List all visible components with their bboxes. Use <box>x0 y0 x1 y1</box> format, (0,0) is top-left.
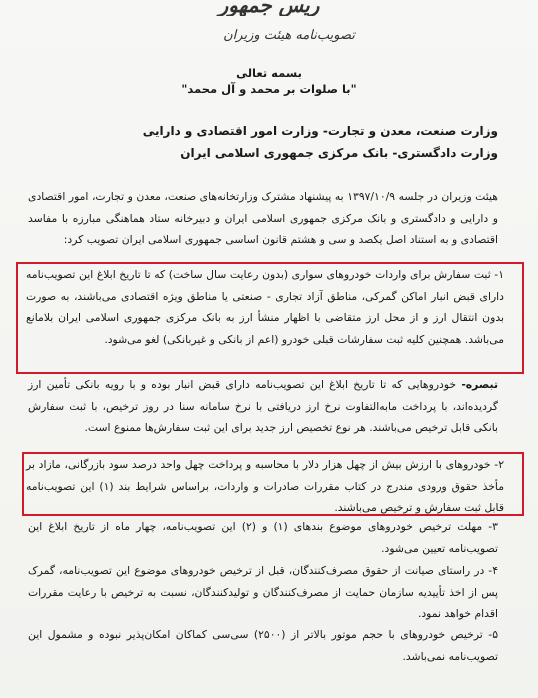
clause-4: ۴- در راستای صیانت از حقوق مصرف‌کنندگان، قبل از ترخیص خودروهای موضوع این تصویب‌نامه، گمرک پس از اخذ تأییدیه سازمان حمایت از مصرف‌کنندگان و تولیدکنندگان، نسبت به ترخیص با رعایت مقررات اقدام خواهد نمود. <box>28 564 498 620</box>
note-label: تبصره- <box>461 378 498 391</box>
clause-5: ۵- ترخیص خودروهای با حجم موتور بالاتر از (۲۵۰۰) سی‌سی کماکان امکان‌پذیر نبوده و مشمول این تصویب‌نامه نمی‌باشد. <box>28 628 498 663</box>
clause-3: ۳- مهلت ترخیص خودروهای موضوع بندهای (۱) و (۲) این تصویب‌نامه، چهار ماه از تاریخ ابلاغ این تصویب‌نامه تعیین می‌شود. <box>28 520 498 555</box>
intro-paragraph: هیئت وزیران در جلسه ۱۳۹۷/۱۰/۹ به پیشنهاد مشترک وزارتخانه‌های صنعت، معدن و تجارت، امور اقتصادی و دارایی و دادگستری و بانک مرکزی جمهوری اسلامی ایران و دبیرخانه ستاد هماهنگی مبارزه با مفاسد اقتصادی و به استناد اصل یکصد و سی و هشتم قانون اساسی جمهوری اسلامی ایران تصویب کرد: <box>28 190 498 246</box>
document-subtitle: تصویب‌نامه هیئت وزیران <box>223 28 355 43</box>
addressee-line-1: وزارت صنعت، معدن و تجارت- وزارت امور اقتصادی و دارایی <box>142 124 498 138</box>
clause-1: ۱- ثبت سفارش برای واردات خودروهای سواری (بدون رعایت سال ساخت) که تا تاریخ ابلاغ این تصویب‌نامه دارای قبض انبار اماکن گمرکی، مناطق آزاد تجاری - صنعتی یا مناطق ویژه اقتصادی می‌باشند، به صورت بدون انتقال ارز و از محل ارز متقاضی با اظهار منشأ ارز به بانک مرکزی جمهوری اسلامی ایران بلامانع می‌باشد. همچنین کلیه ثبت سفارشات قبلی خودرو (اعم از بانکی و غیربانکی) لغو می‌شود. <box>26 268 504 346</box>
note-text: خودروهایی که تا تاریخ ابلاغ این تصویب‌نامه دارای قبض انبار بوده و با رویه بانکی تأمین ارز گردیده‌اند، با پرداخت مابه‌التفاوت نرخ ارز دریافتی با نرخ سامانه سنا در روز ترخیص، با ثبت سفارش بانکی قابل ترخیص می‌باشند. هر نوع تخصیص ارز جدید برای این ثبت سفارش‌ها ممنوع است. <box>28 378 498 434</box>
clause-2: ۲- خودروهای با ارزش بیش از چهل هزار دلار با محاسبه و پرداخت چهل واحد درصد سود بازرگانی، مازاد بر مأخذ حقوق ورودی مندرج در کتاب مقررات صادرات و واردات، براساس شرایط بند (۱) این تصویب‌نامه قابل ثبت سفارش و ترخیص می‌باشند. <box>26 458 504 514</box>
salavat-line: "با صلوات بر محمد و آل محمد" <box>181 82 357 96</box>
addressee-line-2: وزارت دادگستری- بانک مرکزی جمهوری اسلامی ایران <box>180 146 498 160</box>
document-title: ریس جمهور <box>218 0 320 16</box>
bismillah-line: بسمه تعالی <box>236 66 302 80</box>
note-paragraph <box>28 374 498 439</box>
